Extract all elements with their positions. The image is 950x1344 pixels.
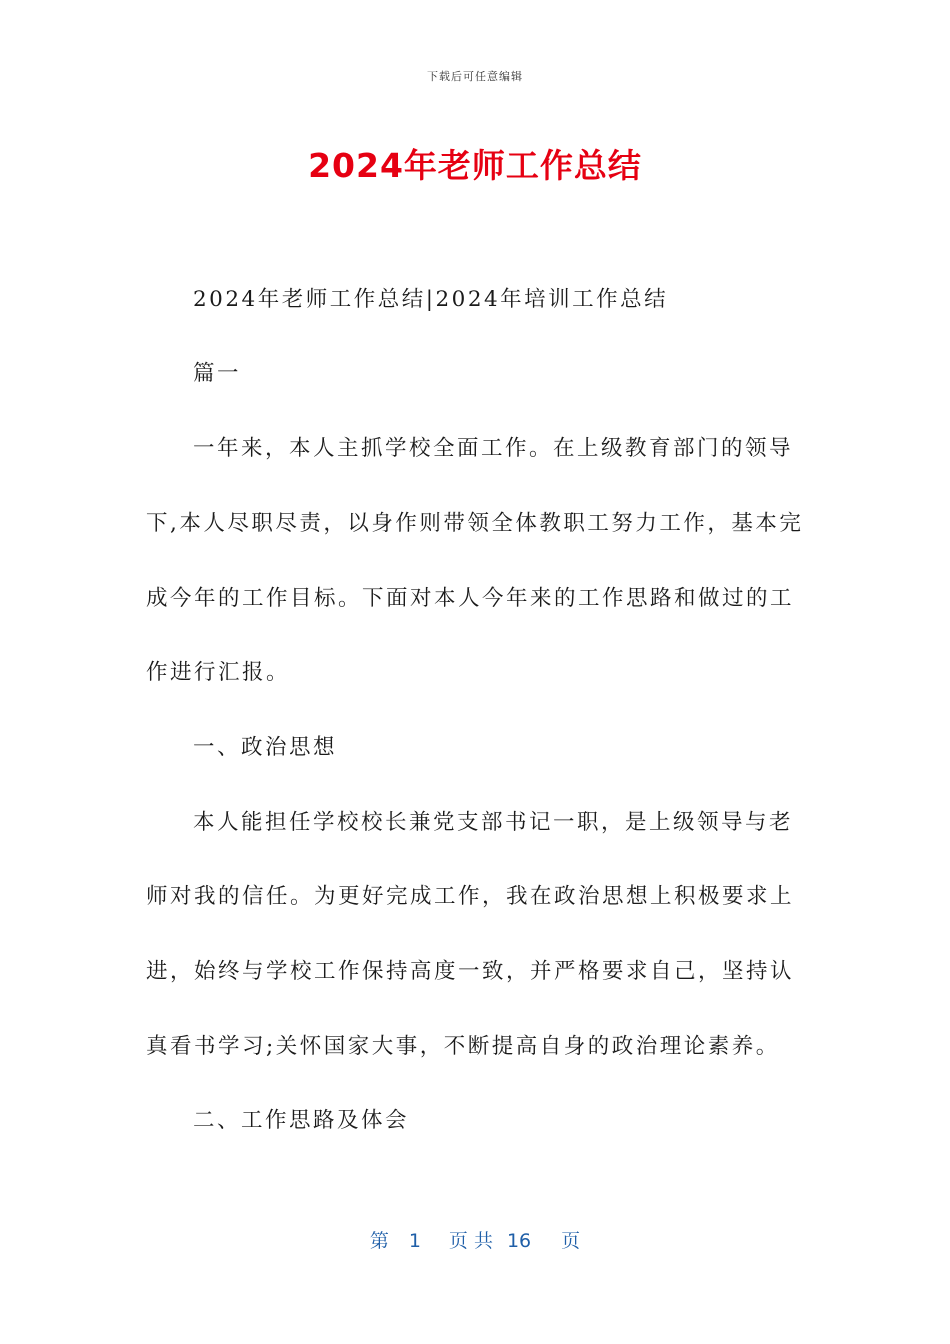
footer-prefix: 第 [369,1230,389,1252]
page-footer [0,1226,950,1253]
footer-suffix: 页 [561,1230,581,1252]
document-title: 2024年老师工作总结 [308,146,642,185]
paragraph-line: 作进行汇报。 [146,660,291,685]
section-heading-work: 二、工作思路及体会 [193,1108,410,1133]
paragraph-line: 一年来，本人主抓学校全面工作。在上级教育部门的领导 [193,436,794,461]
total-pages-number: 16 [506,1230,532,1252]
header-note: 下载后可任意编辑 [427,70,523,83]
paragraph-line: 本人能担任学校校长兼党支部书记一职，是上级领导与老 [193,810,794,835]
subtitle-line: 2024年老师工作总结|2024年培训工作总结 [193,287,669,312]
section-heading-politics: 一、政治思想 [193,735,338,760]
footer-middle: 页 共 [448,1230,493,1252]
section-heading-pian-yi: 篇一 [193,361,242,386]
paragraph-line: 进，始终与学校工作保持高度一致，并严格要求自己，坚持认 [146,959,795,984]
paragraph-line: 真看书学习;关怀国家大事，不断提高自身的政治理论素养。 [146,1034,780,1059]
paragraph-line: 师对我的信任。为更好完成工作，我在政治思想上积极要求上 [146,884,795,909]
paragraph-line: 成今年的工作目标。下面对本人今年来的工作思路和做过的工 [146,586,795,611]
current-page-number: 1 [408,1230,421,1252]
paragraph-line: 下,本人尽职尽责，以身作则带领全体教职工努力工作，基本完 [146,511,804,536]
